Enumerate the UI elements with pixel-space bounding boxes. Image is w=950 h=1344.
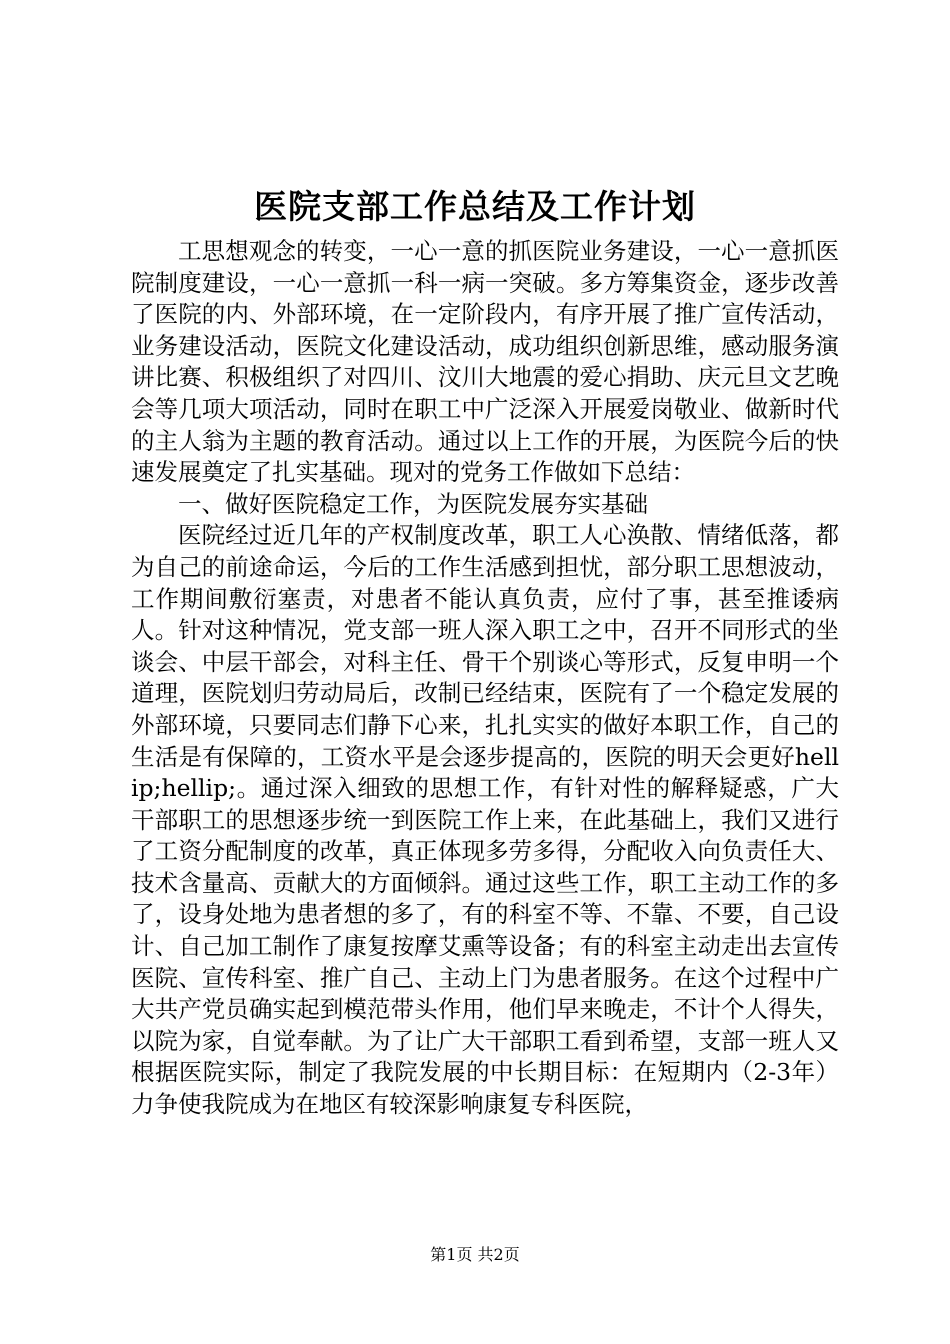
document-body <box>131 236 839 1121</box>
section-heading-1: 一、做好医院稳定工作，为医院发展夯实基础 <box>178 489 648 518</box>
paragraph-section-1: 医院经过近几年的产权制度改革，职工人心涣散、情绪低落，都为自己的前途命运，今后的工作生活感到担忧，部分职工思想波动，工作期间敷衍塞责，对患者不能认真负责，应付了事，甚至推诿病人。针对这种情况，党支部一班人深入职工之中，召开不同形式的坐谈会、中层干部会，对科主任、骨干个别谈心等形式，反复申明一个道理，医院划归劳动局后，改制已经结束，医院有了一个稳定发展的外部环境，只要同志们静下心来，扎扎实实的做好本职工作，自己的生活是有保障的，工资水平是会逐步提高的，医院的明天会更好hellip;hellip;。通过深入细致的思想工作，有针对性的解释疑惑，广大干部职工的思想逐步统一到医院工作上来，在此基础上，我们又进行了工资分配制度的改革，真正体现多劳多得，分配收入向负责任大、技术含量高、贡献大的方面倾斜。通过这些工作，职工主动工作的多了，设身处地为患者想的多了，有的科室不等、不靠、不要，自己设计、自己加工制作了康复按摩艾熏等设备；有的科室主动走出去宣传医院、宣传科室、推广自己、主动上门为患者服务。在这个过程中广大共产党员确实起到模范带头作用，他们早来晚走，不计个人得失，以院为家，自觉奉献。为了让广大干部职工看到希望，支部一班人又根据医院实际，制定了我院发展的中长期目标：在短期内（2-3年）力争使我院成为在地区有较深影响康复专科医院， <box>131 521 839 1119</box>
page-number-footer: 第1页 共2页 <box>430 1245 520 1264</box>
paragraph-intro: 工思想观念的转变，一心一意的抓医院业务建设，一心一意抓医院制度建设，一心一意抓一科一病一突破。多方筹集资金，逐步改善了医院的内、外部环境，在一定阶段内，有序开展了推广宣传活动，业务建设活动，医院文化建设活动，成功组织创新思维，感动服务演讲比赛、积极组织了对四川、汶川大地震的爱心捐助、庆元旦文艺晚会等几项大项活动，同时在职工中广泛深入开展爱岗敬业、做新时代的主人翁为主题的教育活动。通过以上工作的开展，为医院今后的快速发展奠定了扎实基础。现对的党务工作做如下总结： <box>131 237 839 487</box>
document-title: 医院支部工作总结及工作计划 <box>254 187 696 226</box>
